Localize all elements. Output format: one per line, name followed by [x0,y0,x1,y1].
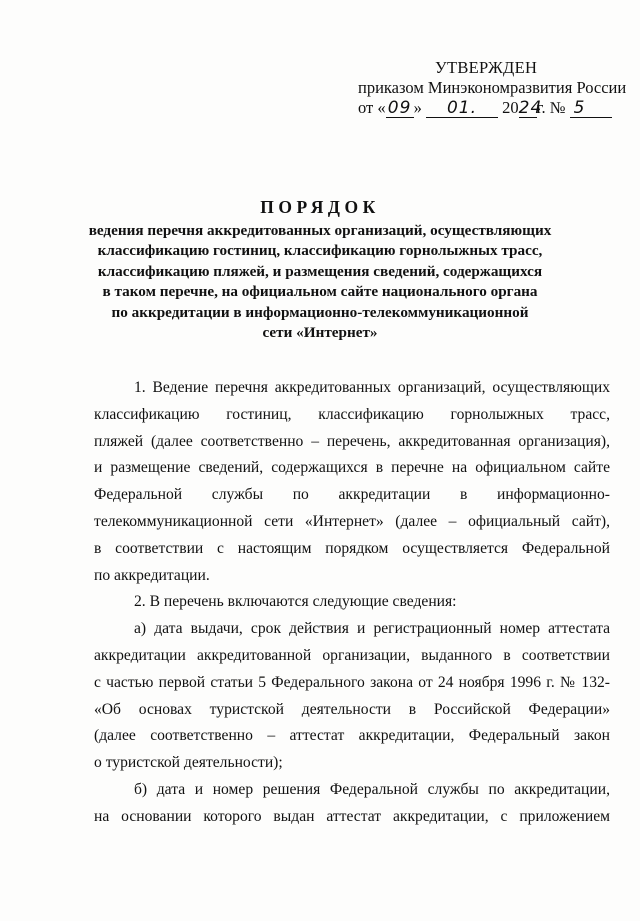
order-number: 5 [570,99,612,118]
date-close-quote: » [413,98,422,117]
subtitle-line: по аккредитации в информационно-телекоммуникационной [111,303,529,321]
document-subtitle [80,221,560,343]
order-month: 01. [426,99,498,118]
order-text: приказом Минэкономразвития России [358,78,627,97]
subtitle-line: в таком перечне, на официальном сайте национального органа [102,283,538,301]
body-line: а) дата выдачи, срок действия и регистрационный номер аттестата [134,620,610,638]
body-line: в соответствии с настоящим порядком осуществляется Федеральной [94,539,610,557]
body-line: и размещение сведений, содержащихся в перечне на официальном сайте [94,459,610,477]
year-prefix: 20 [502,98,519,117]
body-line: о туристской деятельности); [94,754,283,772]
body-line: классификацию гостиниц, классификацию горнолыжных трасс, [94,405,610,423]
subtitle-line: классификацию гостиниц, классификацию горнолыжных трасс, [97,242,543,260]
subtitle-line: ведения перечня аккредитованных организаций, осуществляющих [88,222,552,239]
body-line: на основании которого выдан аттестат аккредитации, с приложением [94,807,610,825]
body-line: «Об основах туристской деятельности в Российской Федерации» [94,700,610,718]
body-line: телекоммуникационной сети «Интернет» (далее – официальный сайт), [94,512,610,530]
order-day: 09 [386,99,414,118]
body-line: 2. В перечень включаются следующие сведения: [134,593,457,611]
subtitle-line: классификацию пляжей, и размещения сведений, содержащихся [97,262,543,280]
date-prefix: от « [358,98,386,117]
body-line: с частью первой статьи 5 Федерального закона от 24 ноября 1996 г. № 132- [94,673,610,691]
body-line: по аккредитации. [94,566,210,584]
subtitle-line: сети «Интернет» [262,324,378,342]
approval-block [358,58,627,118]
order-year-suffix: 24 [518,98,543,118]
body-line: 1. Ведение перечня аккредитованных организаций, осуществляющих [134,379,610,396]
body-line: (далее соответственно – аттестат аккредитации, Федеральный закон [94,727,610,745]
order-date-line [358,98,620,118]
year-abbr: г. № [536,98,566,117]
body-line: б) дата и номер решения Федеральной службы по аккредитации, [134,780,610,798]
body-line: пляжей (далее соответственно – перечень, аккредитованная организация), [94,432,610,450]
body-line: аккредитации аккредитованной организации, выданного в соответствии [94,646,610,664]
document-title: ПОРЯДОК [260,197,380,217]
document-body [94,375,610,831]
approved-label: УТВЕРЖДЕН [435,58,538,77]
body-line: Федеральной службы по аккредитации в информационно- [94,486,610,504]
